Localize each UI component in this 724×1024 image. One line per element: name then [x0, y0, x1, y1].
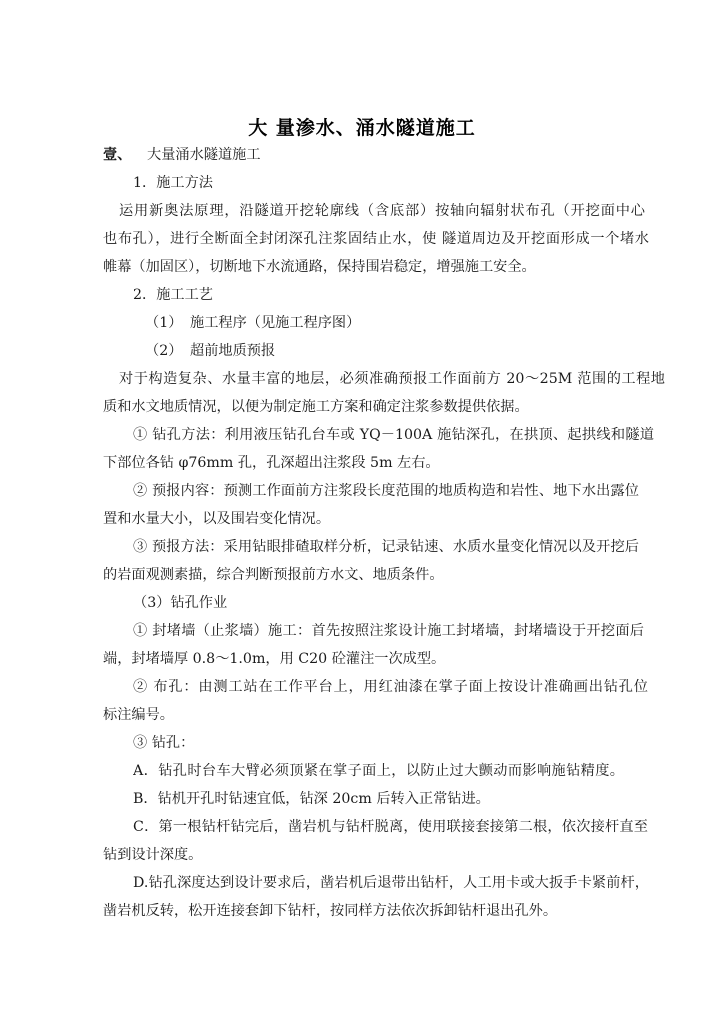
- text-line: ③ 预报方法：采用钻眼排碴取样分析，记录钻速、水质水量变化情况以及开挖后: [133, 539, 639, 555]
- text-line: ② 预报内容：预测工作面前方注浆段长度范围的地质构造和岩性、地下水出露位: [133, 483, 639, 499]
- text-line: D.钻孔深度达到设计要求后，凿岩机后退带出钻杆，人工用卡或大扳手卡紧前杆，: [133, 875, 649, 891]
- document-title: 大 量渗水、涌水隧道施工: [248, 117, 476, 139]
- text-line: 1．施工方法: [133, 175, 213, 191]
- text-line: （1）: [145, 315, 183, 331]
- text-line: 下部位各钻 φ76mm 孔，孔深超出注浆段 5m 左右。: [103, 455, 440, 471]
- text-line: 帷幕（加固区），切断地下水流通路，保持围岩稳定，增强施工安全。: [103, 259, 536, 275]
- text-line: 对于构造复杂、水量丰富的地层，必须准确预报工作面前方 20～25M 范围的工程地: [119, 371, 665, 387]
- text-line: （3）钻孔作业: [133, 595, 228, 611]
- text-line: 的岩面观测素描，综合判断预报前方水文、地质条件。: [103, 567, 444, 583]
- text-line: 质和水文地质情况，以便为制定施工方案和确定注浆参数提供依据。: [103, 399, 529, 415]
- text-line: ③ 钻孔：: [133, 735, 195, 751]
- text-line: 置和水量大小，以及围岩变化情况。: [103, 511, 331, 527]
- text-line: A．钻孔时台车大臂必须顶紧在掌子面上，以防止过大颤动而影响施钻精度。: [133, 763, 624, 779]
- text-line: B．钻机开孔时钻速宜低，钻深 20cm 后转入正常钻进。: [133, 791, 490, 807]
- text-line: 壹、: [103, 147, 132, 163]
- text-line: 2．施工工艺: [133, 287, 213, 303]
- text-line: C．第一根钻杆钻完后，凿岩机与钻杆脱离，使用联接套接第二根，依次接杆直至: [133, 819, 648, 835]
- text-line: 超前地质预报: [190, 343, 276, 359]
- text-line: 施工程序（见施工程序图）: [190, 315, 361, 331]
- text-line: 端，封堵墙厚 0.8～1.0m，用 C20 砼灌注一次成型。: [103, 651, 446, 667]
- text-line: （2）: [145, 343, 183, 359]
- text-line: 也布孔），进行全断面全封闭深孔注浆固结止水，使 隧道周边及开挖面形成一个堵水: [103, 231, 649, 247]
- text-line: ② 布孔：由测工站在工作平台上，用红油漆在掌子面上按设计准确画出钻孔位: [133, 679, 648, 695]
- text-line: 凿岩机反转，松开连接套卸下钻杆，按同样方法依次拆卸钻杆退出孔外。: [103, 903, 558, 919]
- text-line: 钻到设计深度。: [103, 847, 203, 863]
- text-line: ① 钻孔方法：利用液压钻孔台车或 YQ－100A 施钻深孔，在拱顶、起拱线和隧道: [133, 427, 654, 443]
- text-line: ① 封堵墙（止浆墙）施工：首先按照注浆设计施工封堵墙，封堵墙设于开挖面后: [133, 623, 644, 639]
- text-line: 运用新奥法原理，沿隧道开挖轮廓线（含底部）按轴向辐射状布孔（开挖面中心: [119, 203, 645, 219]
- text-line: 大量涌水隧道施工: [147, 147, 261, 163]
- text-line: 标注编号。: [103, 707, 174, 723]
